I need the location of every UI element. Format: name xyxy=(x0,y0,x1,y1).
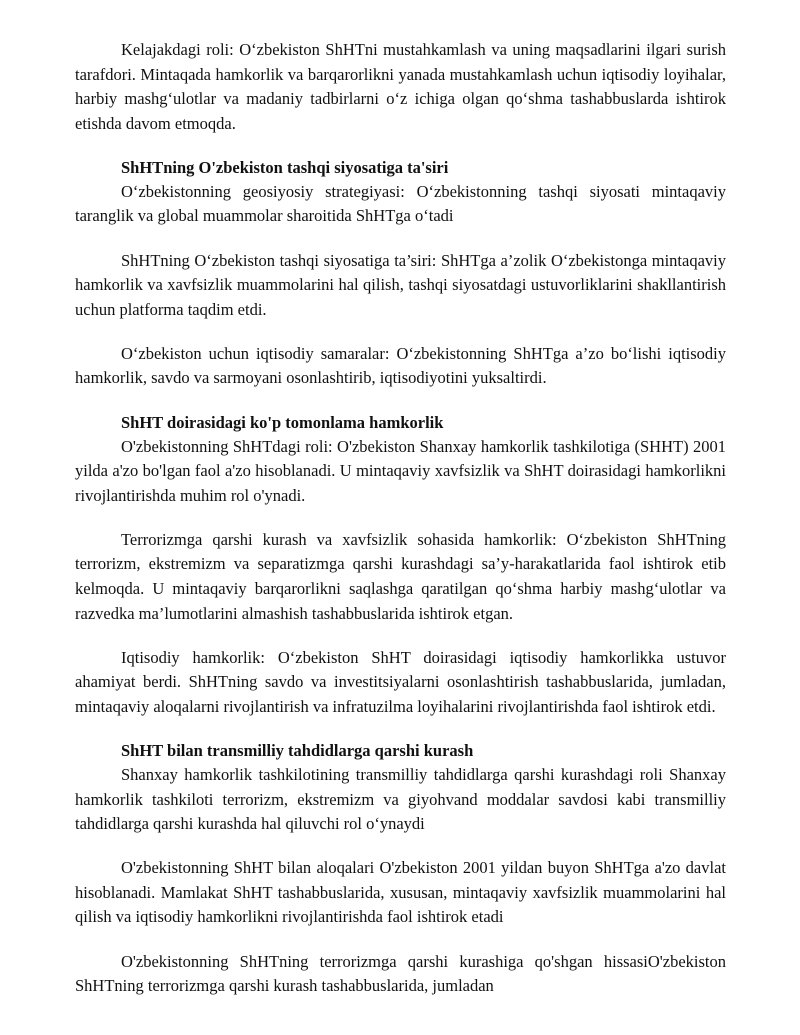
paragraph-economic-cooperation: Iqtisodiy hamkorlik: O‘zbekiston ShHT doirasidagi iqtisodiy hamkorlikka ustuvor ahamiyat berdi. ShHTning savdo va investitsiyalarni osonlashtirish tashabbuslarida, jumladan, mintaqaviy aloqalarni rivojlantirish va infratuzilma loyihalarini rivojlantirishda faol ishtirok etdi. xyxy=(75,647,726,716)
paragraph-uzbekistan-sco-relations: O'zbekistonning ShHT bilan aloqalari O'zbekiston 2001 yildan buyon ShHTga a'zo davlat hisoblanadi. Mamlakat ShHT tashabbuslarida, xususan, mintaqaviy xavfsizlik muammolarini hal qilish va iqtisodiy hamkorlikni rivojlantirishda faol ishtirok etadi xyxy=(75,858,726,927)
section-heading-transnational-threats: ShHT bilan transmilliy tahdidlarga qarshi kurash xyxy=(121,740,474,760)
paragraph-geopolitical-strategy: O‘zbekistonning geosiyosiy strategiyasi: O‘zbekistonning tashqi siyosati mintaqaviy taranglik va global muammolar sharoitida ShHTga o‘tadi xyxy=(75,181,726,226)
paragraph-economic-benefits: O‘zbekiston uchun iqtisodiy samaralar: O‘zbekistonning ShHTga a’zo bo‘lishi iqtisodiy hamkorlik, savdo va sarmoyani osonlashtirib, iqtisodiyotini yuksaltirdi. xyxy=(75,343,726,388)
paragraph-future-role: Kelajakdagi roli: O‘zbekiston ShHTni mustahkamlash va uning maqsadlarini ilgari surish tarafdori. Mintaqada hamkorlik va barqarorlikni yanada mustahkamlash uchun iqtisodiy loyihalar, harbiy mashg‘ulotlar va madaniy tadbirlarni o‘z ichiga olgan qo‘shma tashabbuslarda ishtirok etishda davom etmoqda. xyxy=(75,40,726,133)
paragraph-sco-role-threats: Shanxay hamkorlik tashkilotining transmilliy tahdidlarga qarshi kurashdagi roli Shanxay hamkorlik tashkiloti terrorizm, ekstremizm va giyohvand moddalar savdosi kabi transmilliy tahdidlarga qarshi kurashda hal qiluvchi rol o‘ynaydi xyxy=(75,764,726,834)
paragraph-counter-terrorism: Terrorizmga qarshi kurash va xavfsizlik sohasida hamkorlik: O‘zbekiston ShHTning terrorizm, ekstremizm va separatizmga qarshi kurashdagi sa’y-harakatlarida faol ishtirok etib kelmoqda. U mintaqaviy barqarorlikni saqlashga qaratilgan qo‘shma harbiy mashg‘ulotlar va razvedka ma’lumotlarini almashish tashabbuslarida ishtirok etgan. xyxy=(75,529,726,623)
paragraph-uzbekistan-role: O'zbekistonning ShHTdagi roli: O'zbekiston Shanxay hamkorlik tashkilotiga (SHHT) 2001 yilda a'zo bo'lgan faol a'zo hisoblanadi. U mintaqaviy xavfsizlik va ShHT doirasidagi hamkorlikni rivojlantirishda muhim rol o'ynadi. xyxy=(75,436,726,505)
section-heading-foreign-policy-impact: ShHTning O'zbekiston tashqi siyosatiga ta'siri xyxy=(121,157,449,177)
section-heading-multilateral-cooperation: ShHT doirasidagi ko'p tomonlama hamkorlik xyxy=(121,412,444,432)
paragraph-counter-terrorism-contribution: O'zbekistonning ShHTning terrorizmga qarshi kurashiga qo'shgan hissasiO'zbekiston ShHTning terrorizmga qarshi kurash tashabbuslarida, jumladan xyxy=(75,951,726,996)
document-page xyxy=(75,38,726,999)
paragraph-sco-impact: ShHTning O‘zbekiston tashqi siyosatiga ta’siri: ShHTga a’zolik O‘zbekistonga mintaqaviy hamkorlik va xavfsizlik muammolarini hal qilish, tashqi siyosatdagi ustuvorliklarini shakllantirish uchun platforma taqdim etdi. xyxy=(75,250,726,319)
